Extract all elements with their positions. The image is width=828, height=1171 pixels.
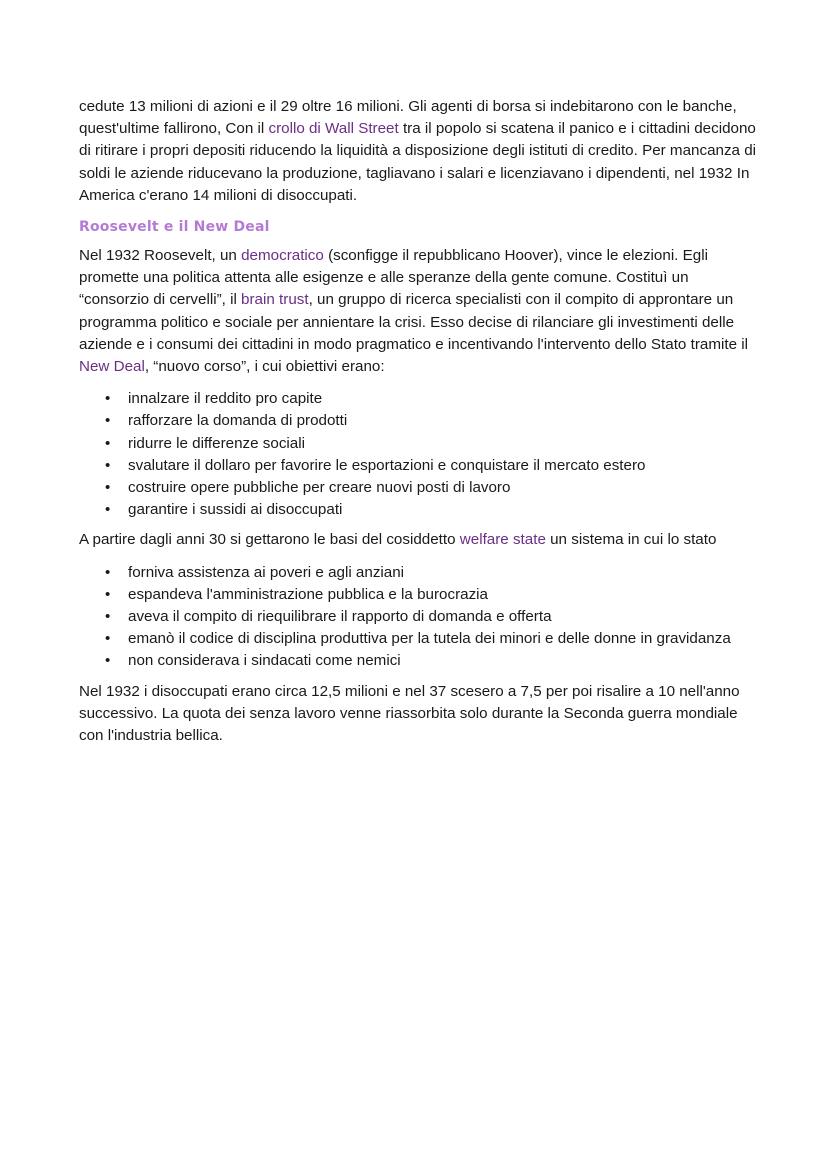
list-item — [79, 562, 759, 584]
bullet-icon: • — [105, 585, 111, 603]
list-item-text: espandeva l'amministrazione pubblica e la burocrazia — [128, 585, 489, 603]
link-new-deal[interactable]: New Deal — [79, 358, 145, 376]
link-crollo-wall-street[interactable]: crollo di Wall Street — [268, 120, 399, 138]
list-item — [79, 477, 759, 499]
text: Nel 1932 Roosevelt, un — [79, 247, 242, 265]
bullet-icon: • — [105, 652, 111, 670]
bullet-icon: • — [105, 608, 111, 626]
list-item-text: garantire i sussidi ai disoccupati — [128, 501, 343, 519]
bullet-icon: • — [105, 390, 111, 408]
list-item-text: innalzare il reddito pro capite — [128, 390, 323, 408]
paragraph-roosevelt — [79, 245, 759, 378]
link-welfare-state[interactable]: welfare state — [459, 531, 546, 549]
list-item-text: svalutare il dollaro per favorire le esportazioni e conquistare il mercato estero — [128, 456, 646, 474]
bullet-icon: • — [105, 479, 111, 497]
list-item-text: ridurre le differenze sociali — [128, 434, 305, 452]
text: cedute 13 milioni di azioni e il 29 oltre 16 milioni. Gli agenti di borsa si indebitarono con le banche, quest'ultime fallirono, Con il — [79, 98, 737, 138]
list-item-text: costruire opere pubbliche per creare nuovi posti di lavoro — [128, 479, 511, 497]
link-democratico[interactable]: democratico — [241, 247, 324, 265]
list-item — [79, 650, 759, 672]
paragraph-intro — [79, 96, 759, 207]
bullet-icon: • — [105, 630, 111, 648]
list-item-text: aveva il compito di riequilibrare il rapporto di domanda e offerta — [128, 608, 552, 626]
bullet-icon: • — [105, 434, 111, 452]
text: (sconfigge il repubblicano Hoover), vince le elezioni. Egli promette una politica attenta alle esigenze e alle speranze della gente comune. Costituì un “consorzio di cervelli”, il — [79, 247, 708, 309]
text: , un gruppo di ricerca specialisti con il compito di approntare un programma politico e sociale per annientare la crisi. Esso decise di rilanciare gli investimenti delle aziende e i consumi dei cittadini in modo pragmatico e incentivando l'intervento dello Stato tramite il — [79, 291, 748, 353]
bullet-icon: • — [105, 563, 111, 581]
list-item — [79, 606, 759, 628]
list-item — [79, 628, 759, 650]
list-item-text: forniva assistenza ai poveri e agli anziani — [128, 563, 405, 581]
objectives-list — [79, 388, 759, 521]
welfare-list — [79, 562, 759, 673]
link-brain-trust[interactable]: brain trust — [241, 291, 309, 309]
document-page — [79, 96, 759, 747]
text: A partire dagli anni 30 si gettarono le basi del cosiddetto — [79, 531, 460, 549]
list-item — [79, 433, 759, 455]
list-item-text: rafforzare la domanda di prodotti — [128, 412, 348, 430]
text: tra il popolo si scatena il panico e i cittadini decidono di ritirare i propri depositi riducendo la liquidità a disposizione degli istituti di credito. Per mancanza di soldi le aziende riducevano la produzione, tagliavano i salari e licenziavano i dipendenti, nel 1932 In America c'erano 14 milioni di disoccupati. — [79, 120, 757, 204]
section-heading: Roosevelt e il New Deal — [79, 219, 270, 236]
text: un sistema in cui lo stato — [545, 531, 717, 549]
text: , “nuovo corso”, i cui obiettivi erano: — [144, 358, 385, 376]
list-item — [79, 410, 759, 432]
list-item-text: emanò il codice di disciplina produttiva per la tutela dei minori e delle donne in gravidanza — [128, 630, 731, 648]
list-item — [79, 388, 759, 410]
bullet-icon: • — [105, 456, 111, 474]
bullet-icon: • — [105, 412, 111, 430]
paragraph-final: Nel 1932 i disoccupati erano circa 12,5 milioni e nel 37 scesero a 7,5 per poi risalire a 10 nell'anno successivo. La quota dei senza lavoro venne riassorbita solo durante la Seconda guerra mondiale con l'industria bellica. — [79, 682, 740, 745]
list-item-text: non considerava i sindacati come nemici — [128, 652, 401, 670]
list-item — [79, 499, 759, 521]
bullet-icon: • — [105, 501, 111, 519]
list-item — [79, 584, 759, 606]
list-item — [79, 455, 759, 477]
paragraph-welfare — [79, 529, 759, 551]
